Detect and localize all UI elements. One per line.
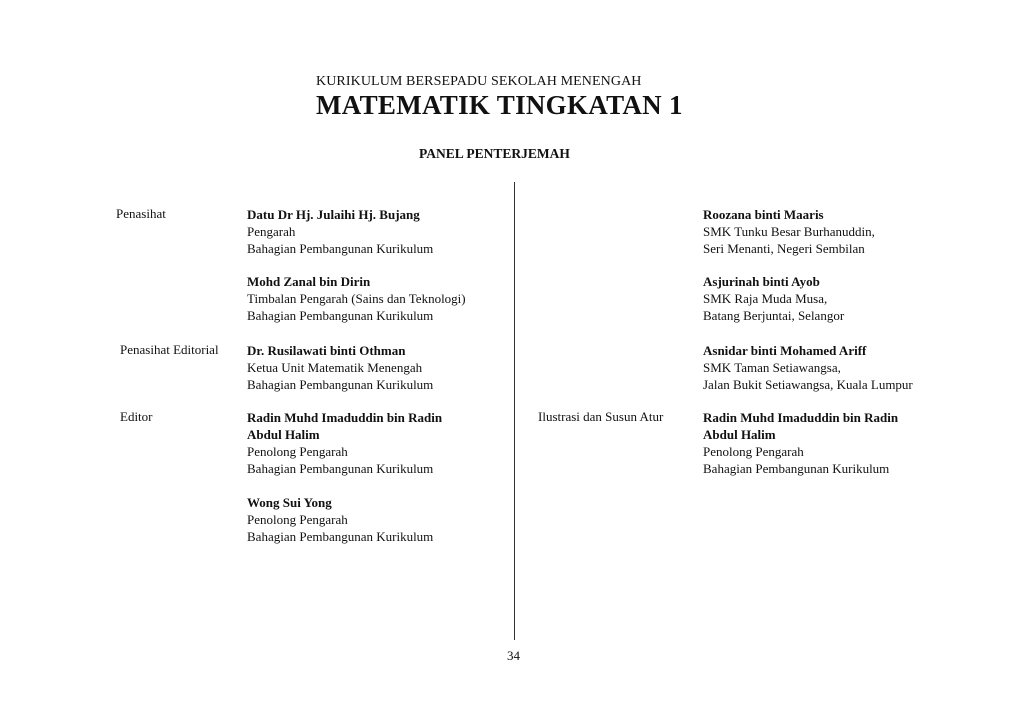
column-divider xyxy=(514,182,515,640)
person-name: Asjurinah binti Ayob xyxy=(703,274,820,289)
document-subtitle: KURIKULUM BERSEPADU SEKOLAH MENENGAH xyxy=(316,74,642,89)
person-detail: SMK Taman Setiawangsa, xyxy=(703,360,841,375)
person-name-continued: Abdul Halim xyxy=(247,427,320,442)
person-detail: Bahagian Pembangunan Kurikulum xyxy=(247,461,434,476)
person-detail: Bahagian Pembangunan Kurikulum xyxy=(247,529,434,544)
person-detail: Batang Berjuntai, Selangor xyxy=(703,308,845,323)
person-detail: SMK Raja Muda Musa, xyxy=(703,291,828,306)
person-detail: Penolong Pengarah xyxy=(247,512,348,527)
person-name: Radin Muhd Imaduddin bin Radin xyxy=(247,410,443,425)
person-detail: Bahagian Pembangunan Kurikulum xyxy=(703,461,890,476)
person-detail: Pengarah xyxy=(247,224,296,239)
person-detail: Penolong Pengarah xyxy=(247,444,348,459)
person-entry xyxy=(247,494,433,545)
person-detail: SMK Tunku Besar Burhanuddin, xyxy=(703,224,875,239)
document-title: MATEMATIK TINGKATAN 1 xyxy=(316,90,683,120)
person-name: Datu Dr Hj. Julaihi Hj. Bujang xyxy=(247,207,420,222)
label-ilustrasi-susun-atur: Ilustrasi dan Susun Atur xyxy=(538,409,664,424)
person-name: Wong Sui Yong xyxy=(247,495,332,510)
person-detail: Jalan Bukit Setiawangsa, Kuala Lumpur xyxy=(703,377,913,392)
person-detail: Penolong Pengarah xyxy=(703,444,804,459)
person-detail: Bahagian Pembangunan Kurikulum xyxy=(247,377,434,392)
person-name: Dr. Rusilawati binti Othman xyxy=(247,343,406,358)
person-name: Radin Muhd Imaduddin bin Radin xyxy=(703,410,899,425)
person-entry xyxy=(247,409,442,477)
person-entry xyxy=(247,206,433,257)
person-entry xyxy=(247,342,433,393)
person-detail: Timbalan Pengarah (Sains dan Teknologi) xyxy=(247,291,466,306)
person-detail: Bahagian Pembangunan Kurikulum xyxy=(247,308,434,323)
person-detail: Bahagian Pembangunan Kurikulum xyxy=(247,241,434,256)
person-entry xyxy=(703,206,875,257)
label-penasihat-editorial: Penasihat Editorial xyxy=(120,342,219,357)
label-editor: Editor xyxy=(120,409,153,424)
label-penasihat: Penasihat xyxy=(116,206,166,221)
person-name: Asnidar binti Mohamed Ariff xyxy=(703,343,867,358)
page-number: 34 xyxy=(507,648,520,663)
person-name-continued: Abdul Halim xyxy=(703,427,776,442)
panel-heading: PANEL PENTERJEMAH xyxy=(419,146,570,161)
person-name: Roozana binti Maaris xyxy=(703,207,824,222)
person-detail: Ketua Unit Matematik Menengah xyxy=(247,360,423,375)
person-entry xyxy=(247,273,466,324)
person-entry xyxy=(703,273,844,324)
person-entry xyxy=(703,409,898,477)
person-detail: Seri Menanti, Negeri Sembilan xyxy=(703,241,865,256)
person-entry xyxy=(703,342,913,393)
person-name: Mohd Zanal bin Dirin xyxy=(247,274,371,289)
